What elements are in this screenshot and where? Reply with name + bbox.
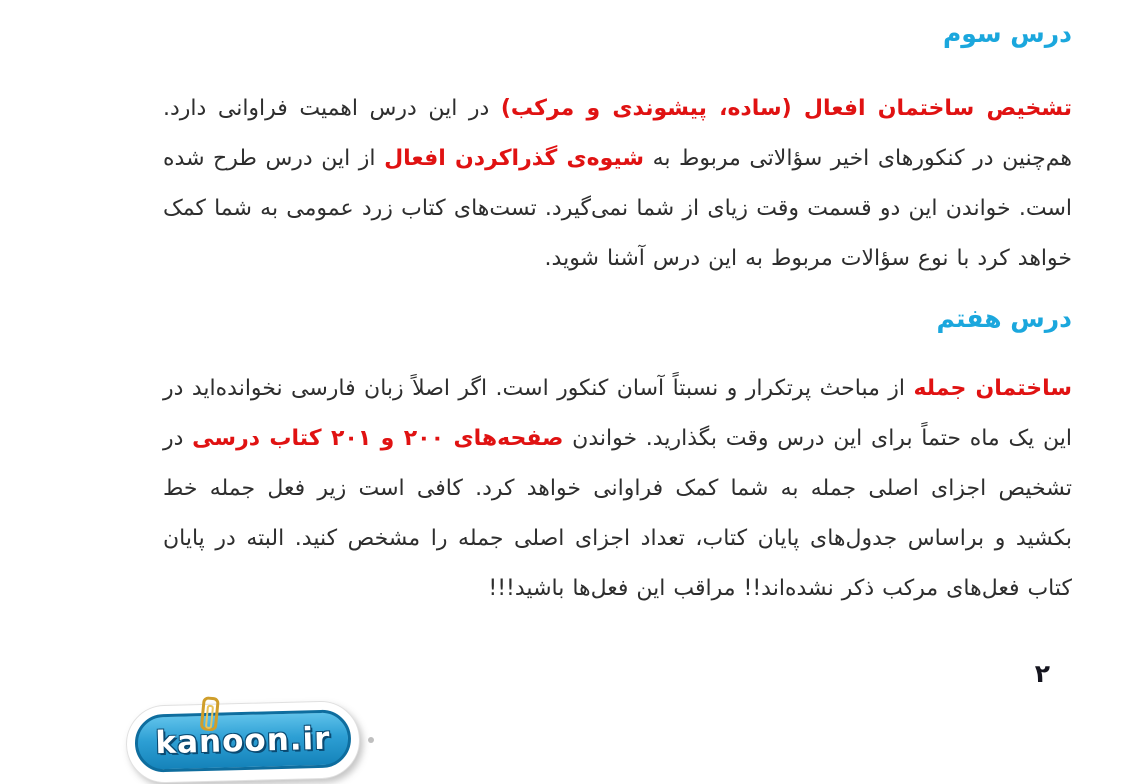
- section-heading-lesson-3: درس سوم: [942, 19, 1072, 48]
- emphasis-text: تشخیص ساختمان افعال (ساده، پیشوندی و مرکب): [500, 96, 1072, 121]
- body-text: از مباحث پرتکرار و نسبتاً آسان کنکور است. اگر اصلاً زبان فارسی نخوانده‌اید در این یک ماه حتماً برای این درس وقت بگذارید. خواندن: [163, 376, 1072, 451]
- kanoon-logo: [125, 700, 361, 784]
- section-paragraph-lesson-3: [163, 84, 1072, 284]
- emphasis-text: شیوه‌ی گذراکردن افعال: [384, 146, 645, 171]
- body-text: در این درس اهمیت فراوانی دارد. هم‌چنین در کنکورهای اخیر سؤالاتی مربوط به: [163, 96, 1072, 171]
- body-text: در تشخیص اجزای اصلی جمله به شما کمک فراوانی خواهد کرد. کافی است زیر فعل جمله خط بکشید و براساس جدول‌های پایان کتاب، تعداد اجزای اصلی جمله را مشخص کنید. البته در پایان کتاب فعل‌های مرکب ذکر نشده‌اند!! مراقب این فعل‌ها باشید!!!: [163, 426, 1072, 601]
- section-heading-lesson-7: درس هفتم: [936, 304, 1072, 333]
- emphasis-text: ساختمان جمله: [913, 376, 1072, 401]
- emphasis-text: صفحه‌های ۲۰۰ و ۲۰۱ کتاب درسی: [192, 426, 564, 451]
- page-number: ۲: [1034, 659, 1050, 688]
- paperclip-icon: [200, 696, 220, 731]
- kanoon-logo-text: kanoon.ir: [155, 720, 331, 762]
- kanoon-logo-pill: [134, 709, 351, 773]
- body-text: از این درس طرح شده است. خواندن این دو قسمت وقت زیای از شما نمی‌گیرد. تست‌های کتاب زرد عمومی به شما کمک خواهد کرد با نوع سؤالات مربوط به این درس آشنا شوید.: [163, 146, 1072, 271]
- section-paragraph-lesson-7: [163, 364, 1072, 614]
- scan-artifact-dot: [368, 737, 374, 743]
